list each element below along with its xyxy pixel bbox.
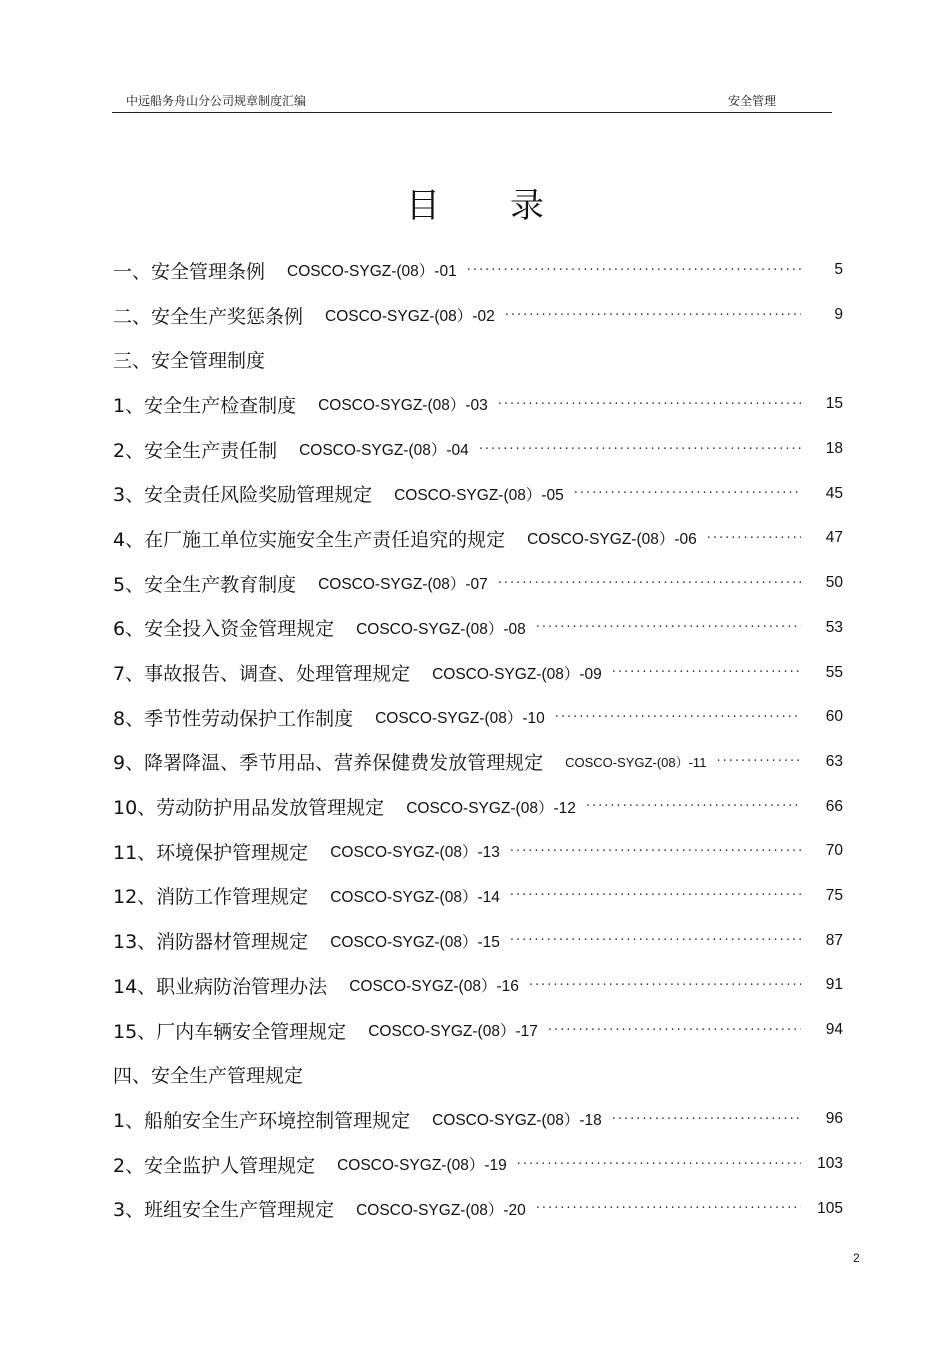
toc-leader-dots: [517, 1158, 801, 1171]
toc-entry-title: 8、季节性劳动保护工作制度: [113, 707, 354, 730]
toc-entry-code: COSCO-SYGZ-(08）-14: [330, 888, 500, 906]
toc-entry-code: COSCO-SYGZ-(08）-12: [406, 799, 576, 817]
toc-leader-dots: [612, 1113, 801, 1126]
toc-entry-code: COSCO-SYGZ-(08）-08: [356, 620, 526, 638]
toc-entry-title: 一、安全管理条例: [113, 260, 266, 283]
toc-entry[interactable]: [113, 695, 843, 740]
toc-entry-code: COSCO-SYGZ-(08）-05: [394, 486, 564, 504]
toc-entry-page: 47: [825, 529, 843, 547]
toc-entry-code: COSCO-SYGZ-(08）-18: [432, 1112, 602, 1130]
toc-entry-title: 7、事故报告、调查、处理管理规定: [113, 663, 411, 686]
page-number: 2: [853, 1251, 860, 1265]
toc-entry[interactable]: [113, 1186, 843, 1231]
toc-leader-dots: [586, 800, 801, 813]
toc-entry-title: 四、安全生产管理规定: [113, 1065, 304, 1088]
toc-entry-title: 11、环境保护管理规定: [113, 841, 309, 864]
toc-leader-dots: [498, 398, 801, 411]
toc-entry[interactable]: [113, 1008, 843, 1053]
toc-entry[interactable]: [113, 427, 843, 472]
toc-leader-dots: [536, 1202, 801, 1215]
toc-leader-dots: [529, 979, 801, 992]
toc-leader-dots: [707, 532, 801, 545]
toc-entry-page: 5: [834, 261, 843, 279]
toc-entry[interactable]: [113, 382, 843, 427]
toc-entry[interactable]: [113, 606, 843, 651]
toc-entry[interactable]: [113, 471, 843, 516]
toc-entry-page: 63: [825, 752, 843, 770]
toc-entry-title: 4、在厂施工单位实施安全生产责任追究的规定: [113, 528, 506, 551]
toc-leader-dots: [555, 711, 801, 724]
toc-entry-title: 9、降署降温、季节用品、营养保健费发放管理规定: [113, 752, 544, 775]
toc-entry-page: 87: [825, 931, 843, 949]
toc-entry-code: COSCO-SYGZ-(08）-07: [318, 576, 488, 594]
page-header: [112, 90, 832, 113]
toc-entry[interactable]: [113, 650, 843, 695]
toc-entry-code: COSCO-SYGZ-(08）-02: [325, 308, 495, 326]
header-section-title: 安全管理: [727, 94, 776, 108]
toc-entry-title: 3、安全责任风险奖励管理规定: [113, 484, 373, 507]
toc-entry-page: 55: [825, 663, 843, 681]
toc-entry-page: 91: [825, 976, 843, 994]
toc-entry-title: 12、消防工作管理规定: [113, 886, 309, 909]
toc-entry-page: 45: [825, 484, 843, 502]
toc-entry-page: 105: [817, 1199, 843, 1217]
toc-entry-page: 66: [825, 797, 843, 815]
toc-entry-title: 14、职业病防治管理办法: [113, 975, 328, 998]
toc-leader-dots: [467, 264, 801, 277]
toc-entry-page: 18: [825, 440, 843, 458]
toc-entry-page: 75: [825, 886, 843, 904]
toc-section-heading[interactable]: [113, 1052, 843, 1097]
toc-entry-page: 96: [825, 1110, 843, 1128]
toc-entry-title: 三、安全管理制度: [113, 350, 266, 373]
toc-entry-code: COSCO-SYGZ-(08）-06: [527, 531, 697, 549]
toc-entry-page: 53: [825, 618, 843, 636]
toc-entry[interactable]: [113, 293, 843, 338]
toc-entry[interactable]: [113, 918, 843, 963]
toc-entry-page: 70: [825, 842, 843, 860]
toc-leader-dots: [505, 309, 801, 322]
toc-entry-title: 10、劳动防护用品发放管理规定: [113, 797, 385, 820]
toc-entry[interactable]: [113, 784, 843, 829]
toc-leader-dots: [548, 1024, 801, 1037]
toc-entry-title: 二、安全生产奖惩条例: [113, 305, 304, 328]
toc-entry-title: 1、船舶安全生产环境控制管理规定: [113, 1109, 411, 1132]
toc-entry-title: 15、厂内车辆安全管理规定: [113, 1020, 347, 1043]
toc-leader-dots: [612, 666, 801, 679]
toc-entry-code: COSCO-SYGZ-(08）-13: [330, 844, 500, 862]
toc-entry-title: 5、安全生产教育制度: [113, 573, 297, 596]
toc-entry-title: 13、消防器材管理规定: [113, 931, 309, 954]
toc-leader-dots: [510, 934, 801, 947]
page-title: 目录: [406, 186, 614, 226]
toc-leader-dots: [479, 443, 801, 456]
toc-entry[interactable]: [113, 874, 843, 919]
toc-entry-title: 6、安全投入资金管理规定: [113, 618, 335, 641]
toc-entry-code: COSCO-SYGZ-(08）-15: [330, 933, 500, 951]
toc-entry-page: 50: [825, 574, 843, 592]
toc-leader-dots: [498, 577, 801, 590]
toc-entry-title: 1、安全生产检查制度: [113, 394, 297, 417]
toc-entry-code: COSCO-SYGZ-(08）-20: [356, 1201, 526, 1219]
toc-leader-dots: [574, 487, 801, 500]
table-of-contents: [113, 248, 843, 1231]
toc-entry-code: COSCO-SYGZ-(08）-10: [375, 710, 545, 728]
toc-entry[interactable]: [113, 1142, 843, 1187]
toc-entry[interactable]: [113, 963, 843, 1008]
toc-entry-page: 103: [817, 1155, 843, 1173]
toc-entry-page: 94: [825, 1021, 843, 1039]
toc-entry-code: COSCO-SYGZ-(08）-04: [299, 442, 469, 460]
toc-entry-page: 9: [834, 306, 843, 324]
toc-entry-code: COSCO-SYGZ-(08）-17: [368, 1023, 538, 1041]
toc-entry[interactable]: [113, 1097, 843, 1142]
toc-leader-dots: [716, 755, 801, 768]
toc-entry-page: 15: [825, 395, 843, 413]
toc-entry-title: 2、安全生产责任制: [113, 439, 278, 462]
toc-entry[interactable]: [113, 248, 843, 293]
toc-entry-page: 60: [825, 708, 843, 726]
toc-entry-code: COSCO-SYGZ-(08）-11: [565, 755, 707, 771]
toc-entry[interactable]: [113, 561, 843, 606]
toc-entry-code: COSCO-SYGZ-(08）-16: [349, 978, 519, 996]
toc-entry-title: 2、安全监护人管理规定: [113, 1154, 316, 1177]
toc-entry-title: 3、班组安全生产管理规定: [113, 1199, 335, 1222]
toc-entry-code: COSCO-SYGZ-(08）-03: [318, 397, 488, 415]
toc-entry-code: COSCO-SYGZ-(08）-09: [432, 665, 602, 683]
toc-entry-code: COSCO-SYGZ-(08）-19: [337, 1157, 507, 1175]
toc-section-heading[interactable]: [113, 337, 843, 382]
toc-entry-code: COSCO-SYGZ-(08）-01: [287, 263, 457, 281]
toc-leader-dots: [510, 889, 801, 902]
toc-entry[interactable]: [113, 516, 843, 561]
toc-leader-dots: [510, 845, 801, 858]
header-document-title: 中远船务舟山分公司规章制度汇编: [126, 94, 307, 108]
toc-entry[interactable]: [113, 829, 843, 874]
toc-leader-dots: [536, 621, 801, 634]
toc-entry[interactable]: [113, 740, 843, 785]
